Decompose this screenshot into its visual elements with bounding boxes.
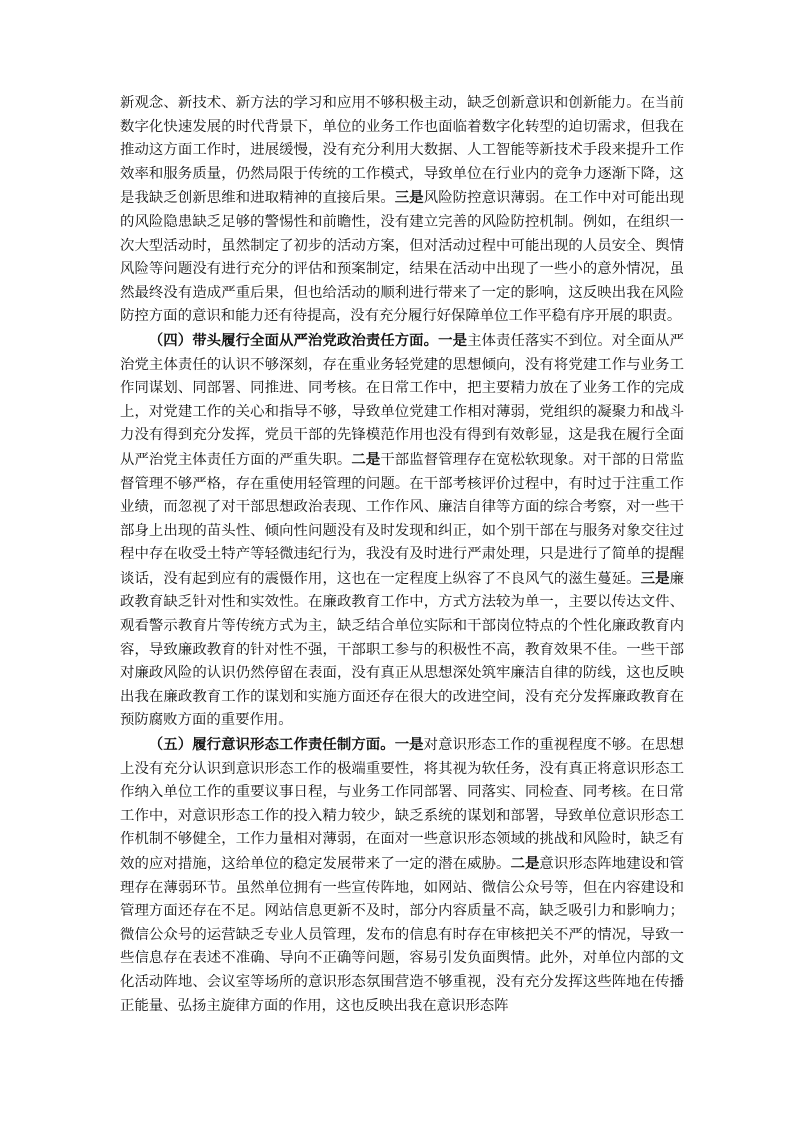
paragraph-text: 对意识形态工作的重视程度不够。在思想上没有充分认识到意识形态工作的极端重要性，将其视为软任务，没有真正将意识形态工作纳入单位工作的重要议事日程，与业务工作同部署、同落实、同检查、同考核。在日常工作中，对意识形态工作的投入精力较少，缺乏系统的谋划和部署，导致单位意识形态工作机制不够健全，工作力量相对薄弱，在面对一些意识形态领域的挑战和风险时，缺乏有效的应对措施，这给单位的稳定发展带来了一定的潜在威胁。 [120, 737, 684, 872]
point-label-one: 一是 [438, 331, 468, 349]
point-label-one: 一是 [394, 736, 424, 754]
paragraph-text: 意识形态阵地建设和管理存在薄弱环节。虽然单位拥有一些宣传阵地，如网站、微信公众号等，但在内容建设和管理方面还存在不足。网站信息更新不及时，部分内容质量不高，缺乏吸引力和影响力；微信公众号的运营缺乏专业人员管理，发布的信息有时存在审核把关不严的情况，导致一些信息存在表述不准确、导向不正确等问题，容易引发负面舆情。此外，对单位内部的文化活动阵地、会议室等场所的意识形态氛围营造不够重视，没有充分发挥这些阵地在传播正能量、弘扬主旋律方面的作用，这也反映出我在意识形态阵 [120, 856, 684, 1014]
document-page [120, 92, 684, 1018]
section-heading-four: （四）带头履行全面从严治党政治责任方面。 [148, 331, 439, 349]
point-label-three: 三是 [640, 569, 670, 587]
paragraph-text: 风险防控意识薄弱。在工作中对可能出现的风险隐患缺乏足够的警惕性和前瞻性，没有建立完善的风险防控机制。例如，在组织一次大型活动时，虽然制定了初步的活动方案，但对活动过程中可能出现的人员安全、舆情风险等问题没有进行充分的评估和预案制定，结果在活动中出现了一些小的意外情况，虽然最终没有造成严重后果，但也给活动的顺利进行带来了一定的影响，这反映出我在风险防控方面的意识和能力还有待提高，没有充分履行好保障单位工作平稳有序开展的职责。 [120, 190, 684, 325]
paragraph-text: 主体责任落实不到位。对全面从严治党主体责任的认识不够深刻，存在重业务轻党建的思想倾向，没有将党建工作与业务工作同谋划、同部署、同推进、同考核。在日常工作中，把主要精力放在了业务工作的完成上，对党建工作的关心和指导不够，导致单位党建工作相对薄弱，党组织的凝聚力和战斗力没有得到充分发挥，党员干部的先锋模范作用也没有得到有效彰显，这是我在履行全面从严治党主体责任方面的严重失职。 [120, 332, 684, 468]
paragraph-section-five [120, 733, 684, 1018]
point-label-two: 二是 [510, 855, 540, 872]
paragraph-text: 廉政教育缺乏针对性和实效性。在廉政教育工作中，方式方法较为单一，主要以传达文件、观看警示教育片等传统方式为主，缺乏结合单位实际和干部岗位特点的个性化廉政教育内容，导致廉政教育的针对性不强，干部职工参与的积极性不高，教育效果不佳。一些干部对廉政风险的认识仍然停留在表面，没有真正从思想深处筑牢廉洁自律的防线，这也反映出我在廉政教育工作的谋划和实施方面还存在很大的改进空间，没有充分发挥廉政教育在预防腐败方面的重要作用。 [120, 570, 684, 729]
paragraph-text: 新观念、新技术、新方法的学习和应用不够积极主动，缺乏创新意识和创新能力。在当前数字化快速发展的时代背景下，单位的业务工作也面临着数字化转型的迫切需求，但我在推动这方面工作时，进展缓慢，没有充分利用大数据、人工智能等新技术手段来提升工作效率和服务质量，仍然局限于传统的工作模式，导致单位在行业内的竞争力逐渐下降，这是我缺乏创新思维和进取精神的直接后果。 [120, 95, 684, 207]
point-label-two: 二是 [351, 450, 381, 468]
section-heading-five: （五）履行意识形态工作责任制方面。 [148, 736, 395, 754]
paragraph-section-four [120, 329, 684, 733]
paragraph-innovation-risk [120, 92, 684, 329]
point-label-three: 三是 [394, 189, 424, 207]
paragraph-text: 干部监督管理存在宽松软现象。对干部的日常监督管理不够严格，存在重使用轻管理的问题。在干部考核评价过程中，有时过于注重工作业绩，而忽视了对干部思想政治表现、工作作风、廉洁自律等方面的综合考察，对一些干部身上出现的苗头性、倾向性问题没有及时发现和纠正，如个别干部在与服务对象交往过程中存在收受土特产等轻微违纪行为，我没有及时进行严肃处理，只是进行了简单的提醒谈话，没有起到应有的震慑作用，这也在一定程度上纵容了不良风气的滋生蔓延。 [120, 451, 684, 587]
